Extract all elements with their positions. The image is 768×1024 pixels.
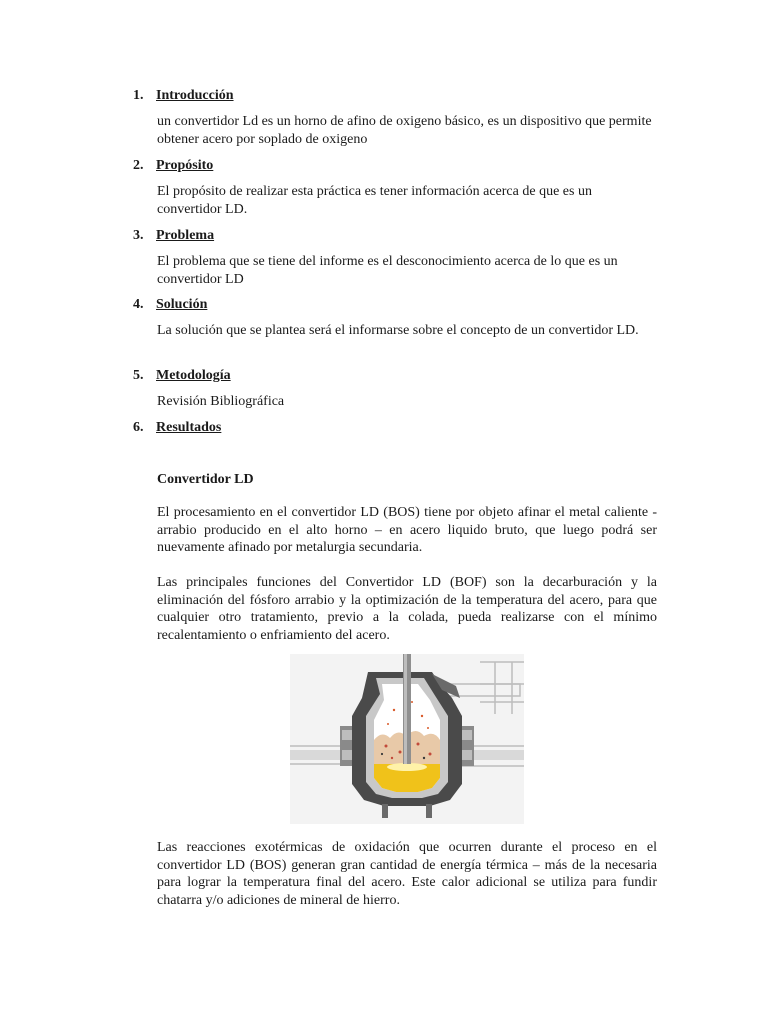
results-subtitle: Convertidor LD: [157, 472, 254, 487]
section-text-problema: El problema que se tiene del informe es el desconocimiento acerca de lo que es un convertidor LD: [157, 254, 618, 287]
section-number: 1.: [133, 88, 144, 103]
section-title: Metodología: [156, 368, 231, 383]
section-heading-problema: [133, 227, 214, 244]
section-title: Introducción: [156, 88, 234, 103]
section-title: Resultados: [156, 420, 222, 435]
section-text-proposito: El propósito de realizar esta práctica es tener información acerca de que es un convertidor LD.: [157, 184, 592, 217]
section-text-solucion: La solución que se plantea será el informarse sobre el concepto de un convertidor LD.: [157, 323, 639, 338]
section-title: Solución: [156, 297, 208, 312]
section-number: 6.: [133, 420, 144, 435]
section-text-metodologia: Revisión Bibliográfica: [157, 394, 285, 409]
section-number: 4.: [133, 297, 144, 312]
results-paragraph-3: Las reacciones exotérmicas de oxidación que ocurren durante el proceso en el convertidor LD (BOS) generan gran cantidad de energía térmica – más de la necesaria para lograr la temperatura final del acero. Este calor adicional se utiliza para fundir chatarra y/o adiciones de mineral de hierro.: [157, 840, 657, 908]
section-heading-introduccion: [133, 87, 234, 104]
section-number: 5.: [133, 368, 144, 383]
section-heading-proposito: [133, 157, 213, 174]
section-text-introduccion: un convertidor Ld es un horno de afino de oxigeno básico, es un dispositivo que permite obtener acero por soplado de oxigeno: [157, 114, 652, 147]
converter-illustration-icon: [290, 654, 524, 824]
section-heading-resultados: [133, 419, 221, 436]
section-heading-solucion: [133, 296, 207, 313]
section-title: Problema: [156, 228, 215, 243]
results-paragraph-1: El procesamiento en el convertidor LD (BOS) tiene por objeto afinar el metal caliente - arrabio producido en el alto horno – en acero liquido bruto, que luego podrá ser nuevamente afinado por metalurgia secundaria.: [157, 505, 657, 555]
section-number: 3.: [133, 228, 144, 243]
section-title: Propósito: [156, 158, 214, 173]
results-paragraph-2: Las principales funciones del Convertidor LD (BOF) son la decarburación y la eliminación del fósforo arrabio y la optimización de la temperatura del acero, para que cualquier otro tratamiento, previo a la colada, pueda realizarse con el mínimo recalentamiento o enfriamiento del acero.: [157, 575, 657, 643]
section-number: 2.: [133, 158, 144, 173]
section-heading-metodologia: [133, 367, 231, 384]
